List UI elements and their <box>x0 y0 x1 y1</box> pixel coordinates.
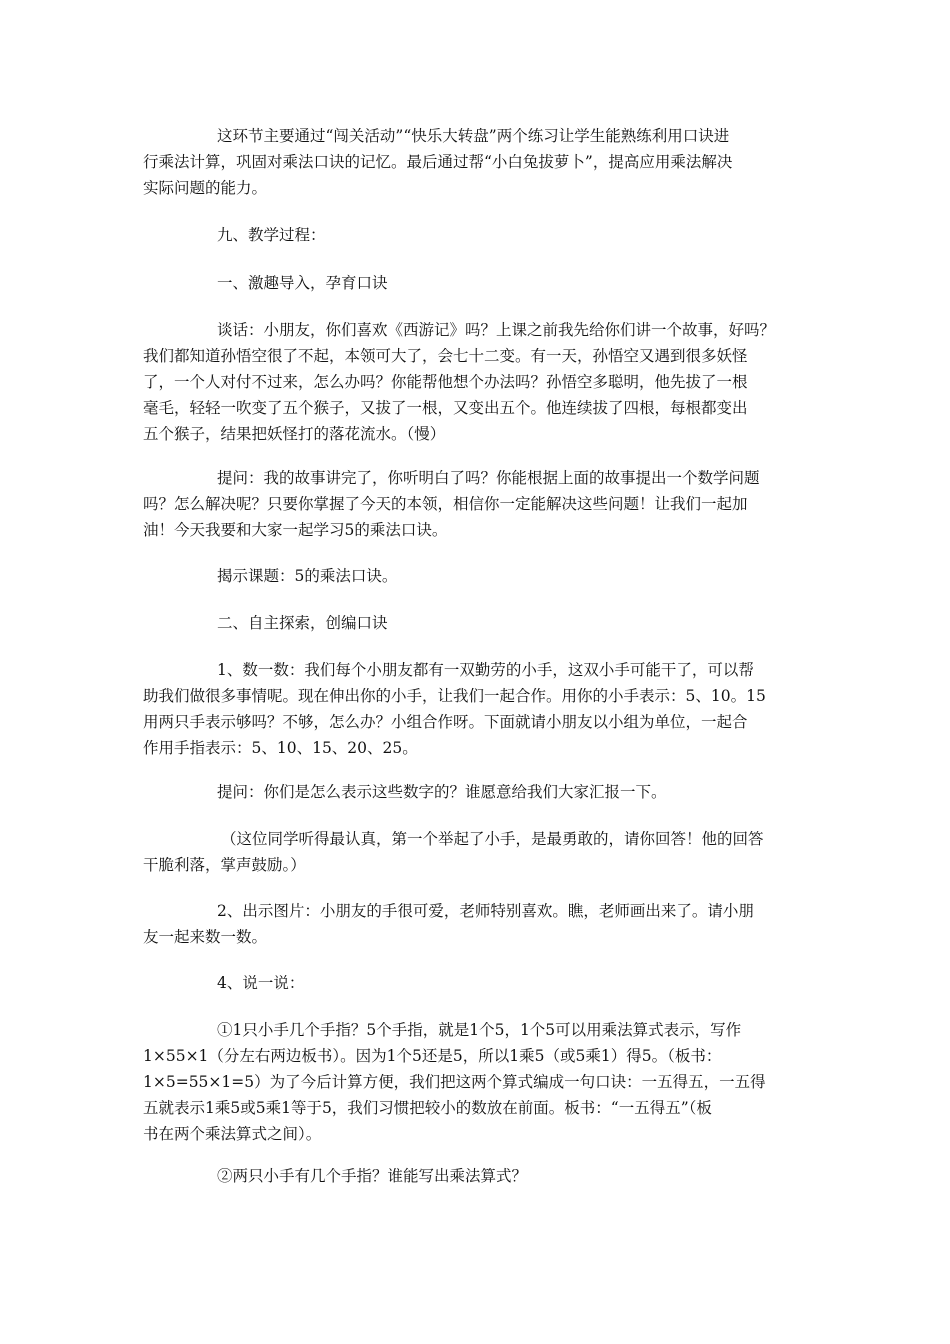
paragraph-say <box>143 970 815 996</box>
heading-text: 一、激趣导入，孕育口诀 <box>217 274 388 292</box>
heading-text: 二、自主探索，创编口诀 <box>217 614 388 632</box>
text-line: 五个猴子，结果把妖怪打的落花流水。（慢） <box>143 425 446 443</box>
text-line: 揭示课题：5的乘法口诀。 <box>217 567 398 585</box>
text-line: 助我们做很多事情呢。现在伸出你的小手，让我们一起合作。用你的小手表示：5、10。15 <box>143 687 766 705</box>
paragraph-topic <box>143 563 815 589</box>
paragraph-counting <box>143 657 815 761</box>
heading-text: 九、教学过程： <box>217 226 326 244</box>
text-line: 用两只手表示够吗？不够，怎么办？小组合作呀。下面就请小朋友以小组为单位，一起合 <box>143 713 748 731</box>
text-line: 行乘法计算，巩固对乘法口诀的记忆。最后通过帮“小白兔拔萝卜”，提高应用乘法解决 <box>143 153 733 171</box>
section-heading-teaching-process <box>143 222 815 248</box>
text-line: （这位同学听得最认真，第一个举起了小手，是最勇敢的，请你回答！他的回答 <box>221 830 764 848</box>
paragraph-report <box>143 779 815 805</box>
section-heading-exploration <box>143 610 815 636</box>
text-line: 毫毛，轻轻一吹变了五个猴子，又拔了一根，又变出五个。他连续拔了四根，每根都变出 <box>143 399 748 417</box>
text-line: 1×5=55×1=5）为了今后计算方便，我们把这两个算式编成一句口诀：一五得五，一五得 <box>143 1073 766 1091</box>
paragraph-story <box>143 317 815 447</box>
text-line: 1、数一数：我们每个小朋友都有一双勤劳的小手，这双小手可能干了，可以帮 <box>217 661 754 679</box>
paragraph-two-hands <box>143 1163 815 1189</box>
text-line: 谈话：小朋友，你们喜欢《西游记》吗？上课之前我先给你们讲一个故事，好吗？ <box>217 321 776 339</box>
paragraph-intro-summary <box>143 123 815 201</box>
text-line: 提问：你们是怎么表示这些数字的？谁愿意给我们大家汇报一下。 <box>217 783 667 801</box>
text-line: ②两只小手有几个手指？谁能写出乘法算式？ <box>217 1167 528 1185</box>
text-line: 我们都知道孙悟空很了不起，本领可大了，会七十二变。有一天，孙悟空又遇到很多妖怪 <box>143 347 748 365</box>
paragraph-picture <box>143 898 815 950</box>
text-line: 4、说一说： <box>217 974 305 992</box>
paragraph-question <box>143 465 815 543</box>
text-line: 吗？怎么解决呢？只要你掌握了今天的本领，相信你一定能解决这些问题！让我们一起加 <box>143 495 748 513</box>
text-line: 作用手指表示：5、10、15、20、25。 <box>143 739 418 757</box>
text-line: 1×55×1（分左右两边板书）。因为1个5还是5，所以1乘5（或5乘1）得5。（板书： <box>143 1047 722 1065</box>
paragraph-one-five <box>143 1017 815 1147</box>
text-line: 提问：我的故事讲完了，你听明白了吗？你能根据上面的故事提出一个数学问题 <box>217 469 760 487</box>
text-line: 油！今天我要和大家一起学习5的乘法口诀。 <box>143 521 448 539</box>
text-line: 五就表示1乘5或5乘1等于5，我们习惯把较小的数放在前面。板书：“一五得五”（板 <box>143 1099 712 1117</box>
text-line: 友一起来数一数。 <box>143 928 268 946</box>
text-line: 了，一个人对付不过来，怎么办吗？你能帮他想个办法吗？孙悟空多聪明，他先拔了一根 <box>143 373 748 391</box>
text-line: 书在两个乘法算式之间）。 <box>143 1125 322 1143</box>
paragraph-praise <box>143 826 815 878</box>
text-line: ①1只小手几个手指？5个手指，就是1个5，1个5可以用乘法算式表示，写作 <box>217 1021 742 1039</box>
text-line: 实际问题的能力。 <box>143 179 268 197</box>
text-line: 干脆利落，掌声鼓励。） <box>143 856 306 874</box>
text-line: 这环节主要通过“闯关活动”“快乐大转盘”两个练习让学生能熟练利用口诀进 <box>217 127 730 145</box>
section-heading-introduction <box>143 270 815 296</box>
text-line: 2、出示图片：小朋友的手很可爱，老师特别喜欢。瞧，老师画出来了。请小朋 <box>217 902 754 920</box>
